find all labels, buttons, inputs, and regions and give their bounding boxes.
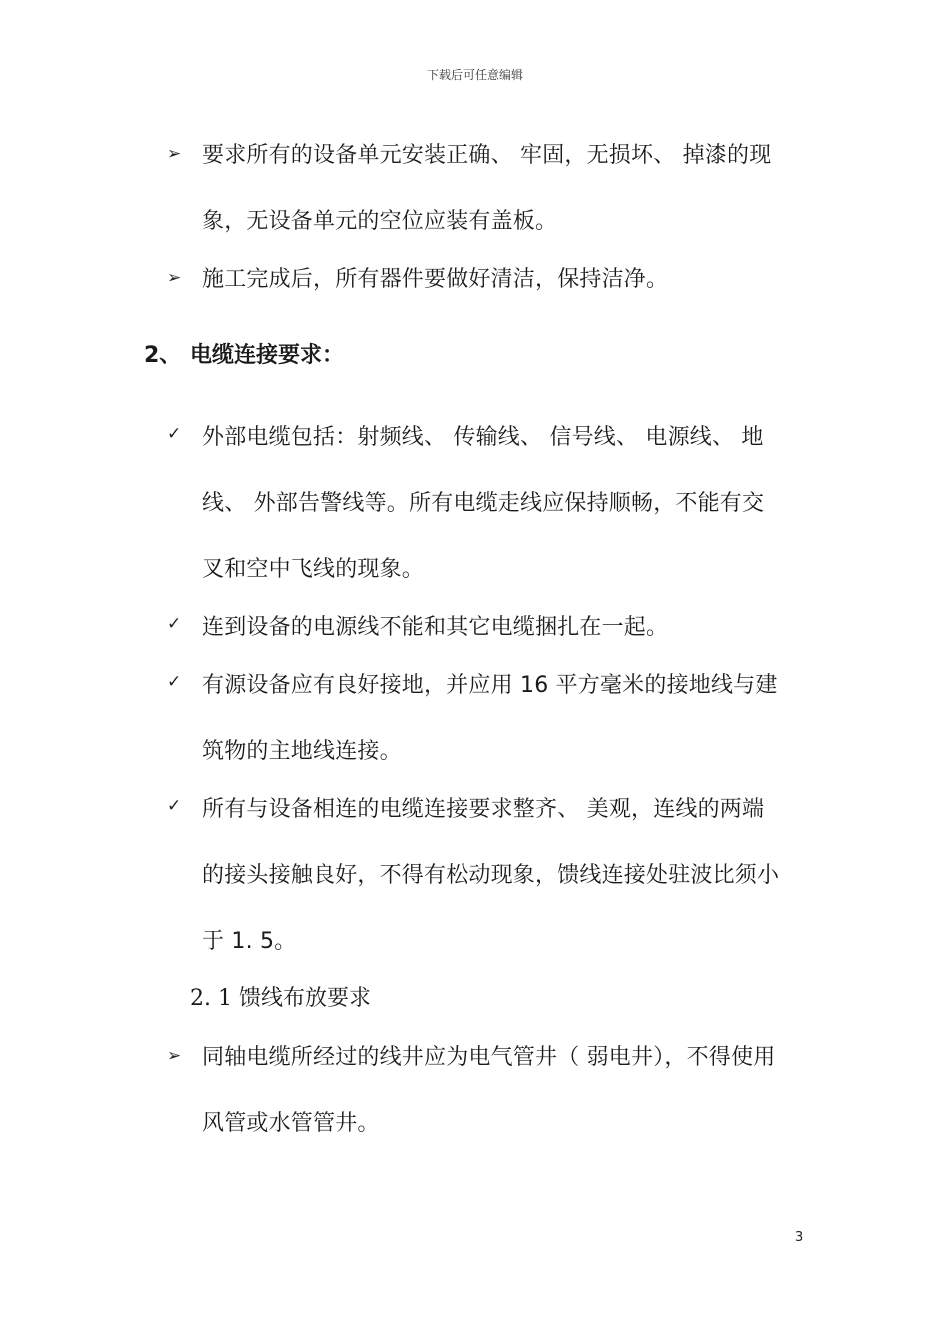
- section-number: 2、: [144, 343, 182, 368]
- arrow-bullet-icon: ➢: [167, 1046, 182, 1066]
- bullet-text-line: 筑物的主地线连接。: [202, 739, 402, 764]
- arrow-bullet-icon: ➢: [167, 268, 182, 288]
- bullet-text-line: 叉和空中飞线的现象。: [202, 557, 425, 582]
- check-bullet-icon: ✓: [167, 672, 182, 692]
- bullet-text-line: 风管或水管管井。: [202, 1111, 380, 1136]
- header-note: 下载后可任意编辑: [426, 68, 523, 82]
- check-bullet-icon: ✓: [167, 424, 182, 444]
- subsection-title: 2. 1 馈线布放要求: [190, 986, 371, 1011]
- arrow-bullet-icon: ➢: [167, 144, 182, 164]
- bullet-text-line: 线、 外部告警线等。所有电缆走线应保持顺畅，不能有交: [202, 491, 765, 516]
- bullet-text-line: 施工完成后，所有器件要做好清洁，保持洁净。: [202, 267, 669, 292]
- section-title: 电缆连接要求：: [190, 343, 345, 368]
- bullet-text-line: 的接头接触良好，不得有松动现象，馈线连接处驻波比须小: [202, 863, 780, 888]
- check-bullet-icon: ✓: [167, 796, 182, 816]
- bullet-text-line: 外部电缆包括：射频线、 传输线、 信号线、 电源线、 地: [202, 425, 764, 450]
- bullet-text-line: 所有与设备相连的电缆连接要求整齐、 美观，连线的两端: [202, 797, 765, 822]
- section-heading: [144, 338, 344, 369]
- bullet-text-line: 象，无设备单元的空位应装有盖板。: [202, 209, 558, 234]
- bullet-text-line: 同轴电缆所经过的线井应为电气管井（ 弱电井），不得使用: [202, 1045, 776, 1070]
- check-bullet-icon: ✓: [167, 614, 182, 634]
- page-number: 3: [795, 1230, 804, 1245]
- bullet-text-line: 要求所有的设备单元安装正确、 牢固，无损坏、 掉漆的现: [202, 143, 772, 168]
- bullet-text-line: 有源设备应有良好接地，并应用 16 平方毫米的接地线与建: [202, 673, 778, 698]
- bullet-text-line: 连到设备的电源线不能和其它电缆捆扎在一起。: [202, 615, 669, 640]
- bullet-text-line: 于 1. 5。: [202, 929, 297, 954]
